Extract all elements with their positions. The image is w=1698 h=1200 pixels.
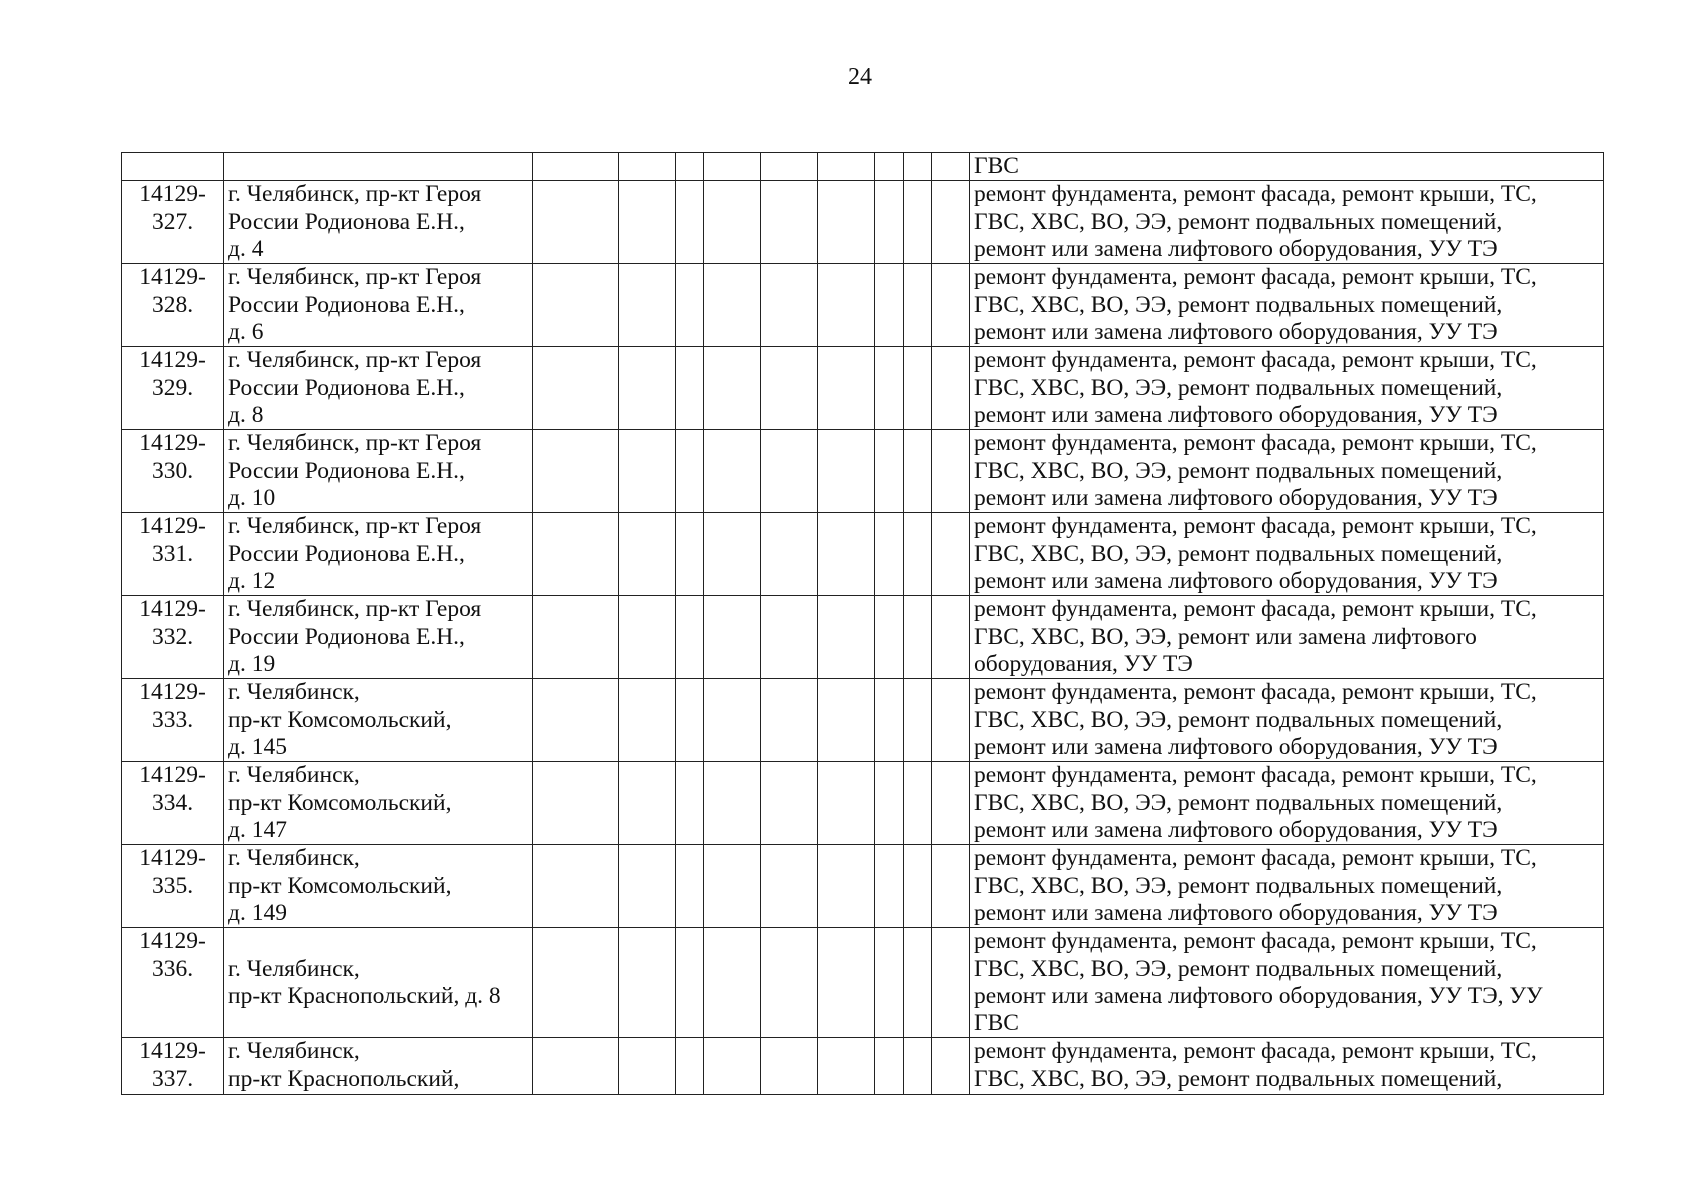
cell-number: 14129- 333. — [122, 679, 224, 762]
cell-blank — [704, 596, 761, 679]
cell-blank — [704, 679, 761, 762]
cell-blank — [904, 762, 932, 845]
cell-blank — [761, 1038, 818, 1095]
cell-number: 14129- 327. — [122, 181, 224, 264]
cell-blank — [904, 928, 932, 1038]
cell-blank — [704, 1038, 761, 1095]
table-row — [122, 596, 1604, 679]
cell-blank — [904, 679, 932, 762]
cell-blank — [533, 596, 619, 679]
cell-blank — [533, 762, 619, 845]
cell-number: 14129- 329. — [122, 347, 224, 430]
cell-blank — [904, 347, 932, 430]
cell-blank — [932, 928, 970, 1038]
cell-works: ремонт фундамента, ремонт фасада, ремонт крыши, ТС, ГВС, ХВС, ВО, ЭЭ, ремонт подвальных помещений, ремонт или замена лифтового оборудования, УУ ТЭ — [970, 430, 1604, 513]
cell-blank — [932, 430, 970, 513]
cell-blank — [704, 762, 761, 845]
cell-works: ремонт фундамента, ремонт фасада, ремонт крыши, ТС, ГВС, ХВС, ВО, ЭЭ, ремонт подвальных помещений, ремонт или замена лифтового оборудования, УУ ТЭ — [970, 264, 1604, 347]
cell-blank — [761, 928, 818, 1038]
cell-works: ремонт фундамента, ремонт фасада, ремонт крыши, ТС, ГВС, ХВС, ВО, ЭЭ, ремонт подвальных помещений, ремонт или замена лифтового оборудования, УУ ТЭ — [970, 679, 1604, 762]
cell-address: г. Челябинск, пр-кт Краснопольский, д. 8 — [224, 928, 533, 1038]
table-row — [122, 347, 1604, 430]
cell-blank — [818, 1038, 875, 1095]
cell-blank — [932, 347, 970, 430]
cell-blank — [875, 153, 904, 181]
cell-blank — [533, 1038, 619, 1095]
cell-address: г. Челябинск, пр-кт Героя России Родионова Е.Н., д. 4 — [224, 181, 533, 264]
cell-blank — [704, 513, 761, 596]
cell-blank — [761, 181, 818, 264]
cell-blank — [932, 596, 970, 679]
cell-address: г. Челябинск, пр-кт Героя России Родионова Е.Н., д. 12 — [224, 513, 533, 596]
cell-blank — [875, 1038, 904, 1095]
cell-blank — [676, 596, 704, 679]
cell-blank — [761, 513, 818, 596]
cell-blank — [875, 928, 904, 1038]
cell-blank — [619, 430, 676, 513]
table-row — [122, 845, 1604, 928]
cell-blank — [818, 181, 875, 264]
cell-blank — [704, 845, 761, 928]
cell-blank — [676, 762, 704, 845]
cell-blank — [761, 153, 818, 181]
cell-blank — [818, 928, 875, 1038]
table-row — [122, 430, 1604, 513]
cell-blank — [904, 153, 932, 181]
cell-blank — [704, 928, 761, 1038]
page-number: 24 — [848, 64, 872, 90]
cell-blank — [875, 181, 904, 264]
cell-blank — [704, 347, 761, 430]
cell-blank — [619, 762, 676, 845]
cell-number: 14129- 328. — [122, 264, 224, 347]
cell-blank — [818, 264, 875, 347]
cell-works: ремонт фундамента, ремонт фасада, ремонт крыши, ТС, ГВС, ХВС, ВО, ЭЭ, ремонт или замена лифтового оборудования, УУ ТЭ — [970, 596, 1604, 679]
cell-blank — [761, 762, 818, 845]
cell-address: г. Челябинск, пр-кт Героя России Родионова Е.Н., д. 8 — [224, 347, 533, 430]
cell-blank — [676, 928, 704, 1038]
cell-blank — [932, 1038, 970, 1095]
cell-blank — [932, 762, 970, 845]
cell-blank — [704, 153, 761, 181]
cell-blank — [932, 513, 970, 596]
cell-blank — [533, 181, 619, 264]
cell-blank — [932, 264, 970, 347]
cell-blank — [875, 679, 904, 762]
cell-blank — [704, 181, 761, 264]
cell-blank — [761, 845, 818, 928]
cell-blank — [932, 845, 970, 928]
cell-number — [122, 153, 224, 181]
cell-blank — [676, 430, 704, 513]
cell-number: 14129- 332. — [122, 596, 224, 679]
table-row-continued — [122, 153, 1604, 181]
cell-number: 14129- 334. — [122, 762, 224, 845]
cell-blank — [818, 762, 875, 845]
table-row — [122, 679, 1604, 762]
cell-works: ремонт фундамента, ремонт фасада, ремонт крыши, ТС, ГВС, ХВС, ВО, ЭЭ, ремонт подвальных помещений, ремонт или замена лифтового оборудования, УУ ТЭ — [970, 513, 1604, 596]
cell-blank — [904, 1038, 932, 1095]
cell-number: 14129- 336. — [122, 928, 224, 1038]
cell-blank — [533, 513, 619, 596]
cell-number: 14129- 330. — [122, 430, 224, 513]
table-row — [122, 762, 1604, 845]
cell-blank — [761, 679, 818, 762]
cell-blank — [818, 679, 875, 762]
cell-blank — [818, 153, 875, 181]
cell-blank — [533, 845, 619, 928]
cell-blank — [619, 153, 676, 181]
cell-blank — [932, 153, 970, 181]
cell-blank — [818, 596, 875, 679]
table-row — [122, 1038, 1604, 1095]
cell-blank — [533, 347, 619, 430]
cell-blank — [904, 513, 932, 596]
cell-blank — [676, 1038, 704, 1095]
cell-blank — [533, 264, 619, 347]
cell-works: ремонт фундамента, ремонт фасада, ремонт крыши, ТС, ГВС, ХВС, ВО, ЭЭ, ремонт подвальных помещений, ремонт или замена лифтового оборудования, УУ ТЭ — [970, 762, 1604, 845]
cell-blank — [875, 762, 904, 845]
cell-blank — [619, 845, 676, 928]
cell-address: г. Челябинск, пр-кт Героя России Родионова Е.Н., д. 19 — [224, 596, 533, 679]
cell-blank — [818, 845, 875, 928]
cell-blank — [704, 430, 761, 513]
cell-blank — [761, 430, 818, 513]
cell-blank — [932, 679, 970, 762]
cell-blank — [904, 845, 932, 928]
cell-blank — [875, 513, 904, 596]
cell-blank — [818, 513, 875, 596]
cell-works: ремонт фундамента, ремонт фасада, ремонт крыши, ТС, ГВС, ХВС, ВО, ЭЭ, ремонт подвальных помещений, ремонт или замена лифтового оборудования, УУ ТЭ, УУ ГВС — [970, 928, 1604, 1038]
cell-blank — [904, 264, 932, 347]
cell-address: г. Челябинск, пр-кт Героя России Родионова Е.Н., д. 6 — [224, 264, 533, 347]
cell-blank — [676, 679, 704, 762]
table-row — [122, 181, 1604, 264]
cell-blank — [932, 181, 970, 264]
cell-blank — [619, 1038, 676, 1095]
cell-blank — [875, 264, 904, 347]
table-row — [122, 513, 1604, 596]
cell-blank — [875, 596, 904, 679]
cell-blank — [533, 430, 619, 513]
cell-blank — [619, 596, 676, 679]
cell-works: ремонт фундамента, ремонт фасада, ремонт крыши, ТС, ГВС, ХВС, ВО, ЭЭ, ремонт подвальных помещений, ремонт или замена лифтового оборудования, УУ ТЭ — [970, 181, 1604, 264]
cell-blank — [904, 596, 932, 679]
cell-address — [224, 153, 533, 181]
cell-blank — [761, 347, 818, 430]
cell-blank — [676, 347, 704, 430]
cell-blank — [619, 264, 676, 347]
cell-address: г. Челябинск, пр-кт Комсомольский, д. 147 — [224, 762, 533, 845]
cell-blank — [619, 181, 676, 264]
cell-blank — [676, 181, 704, 264]
cell-blank — [761, 596, 818, 679]
cell-blank — [904, 181, 932, 264]
register-table-body — [122, 153, 1604, 1095]
cell-blank — [676, 513, 704, 596]
table-row — [122, 928, 1604, 1038]
cell-blank — [619, 679, 676, 762]
cell-blank — [533, 679, 619, 762]
cell-blank — [875, 430, 904, 513]
cell-blank — [676, 264, 704, 347]
cell-blank — [761, 264, 818, 347]
cell-blank — [818, 347, 875, 430]
cell-address: г. Челябинск, пр-кт Краснопольский, — [224, 1038, 533, 1095]
cell-address: г. Челябинск, пр-кт Героя России Родионова Е.Н., д. 10 — [224, 430, 533, 513]
cell-blank — [704, 264, 761, 347]
cell-blank — [904, 430, 932, 513]
cell-works: ГВС — [970, 153, 1604, 181]
cell-works: ремонт фундамента, ремонт фасада, ремонт крыши, ТС, ГВС, ХВС, ВО, ЭЭ, ремонт подвальных помещений, ремонт или замена лифтового оборудования, УУ ТЭ — [970, 347, 1604, 430]
cell-blank — [676, 153, 704, 181]
cell-address: г. Челябинск, пр-кт Комсомольский, д. 145 — [224, 679, 533, 762]
cell-number: 14129- 337. — [122, 1038, 224, 1095]
cell-number: 14129- 335. — [122, 845, 224, 928]
cell-number: 14129- 331. — [122, 513, 224, 596]
cell-works: ремонт фундамента, ремонт фасада, ремонт крыши, ТС, ГВС, ХВС, ВО, ЭЭ, ремонт подвальных помещений, — [970, 1038, 1604, 1095]
cell-blank — [533, 928, 619, 1038]
cell-blank — [818, 430, 875, 513]
cell-blank — [619, 513, 676, 596]
cell-blank — [619, 347, 676, 430]
cell-blank — [676, 845, 704, 928]
cell-blank — [533, 153, 619, 181]
register-table — [121, 152, 1604, 1095]
cell-blank — [619, 928, 676, 1038]
cell-blank — [875, 845, 904, 928]
cell-blank — [875, 347, 904, 430]
cell-works: ремонт фундамента, ремонт фасада, ремонт крыши, ТС, ГВС, ХВС, ВО, ЭЭ, ремонт подвальных помещений, ремонт или замена лифтового оборудования, УУ ТЭ — [970, 845, 1604, 928]
cell-address: г. Челябинск, пр-кт Комсомольский, д. 149 — [224, 845, 533, 928]
table-row — [122, 264, 1604, 347]
